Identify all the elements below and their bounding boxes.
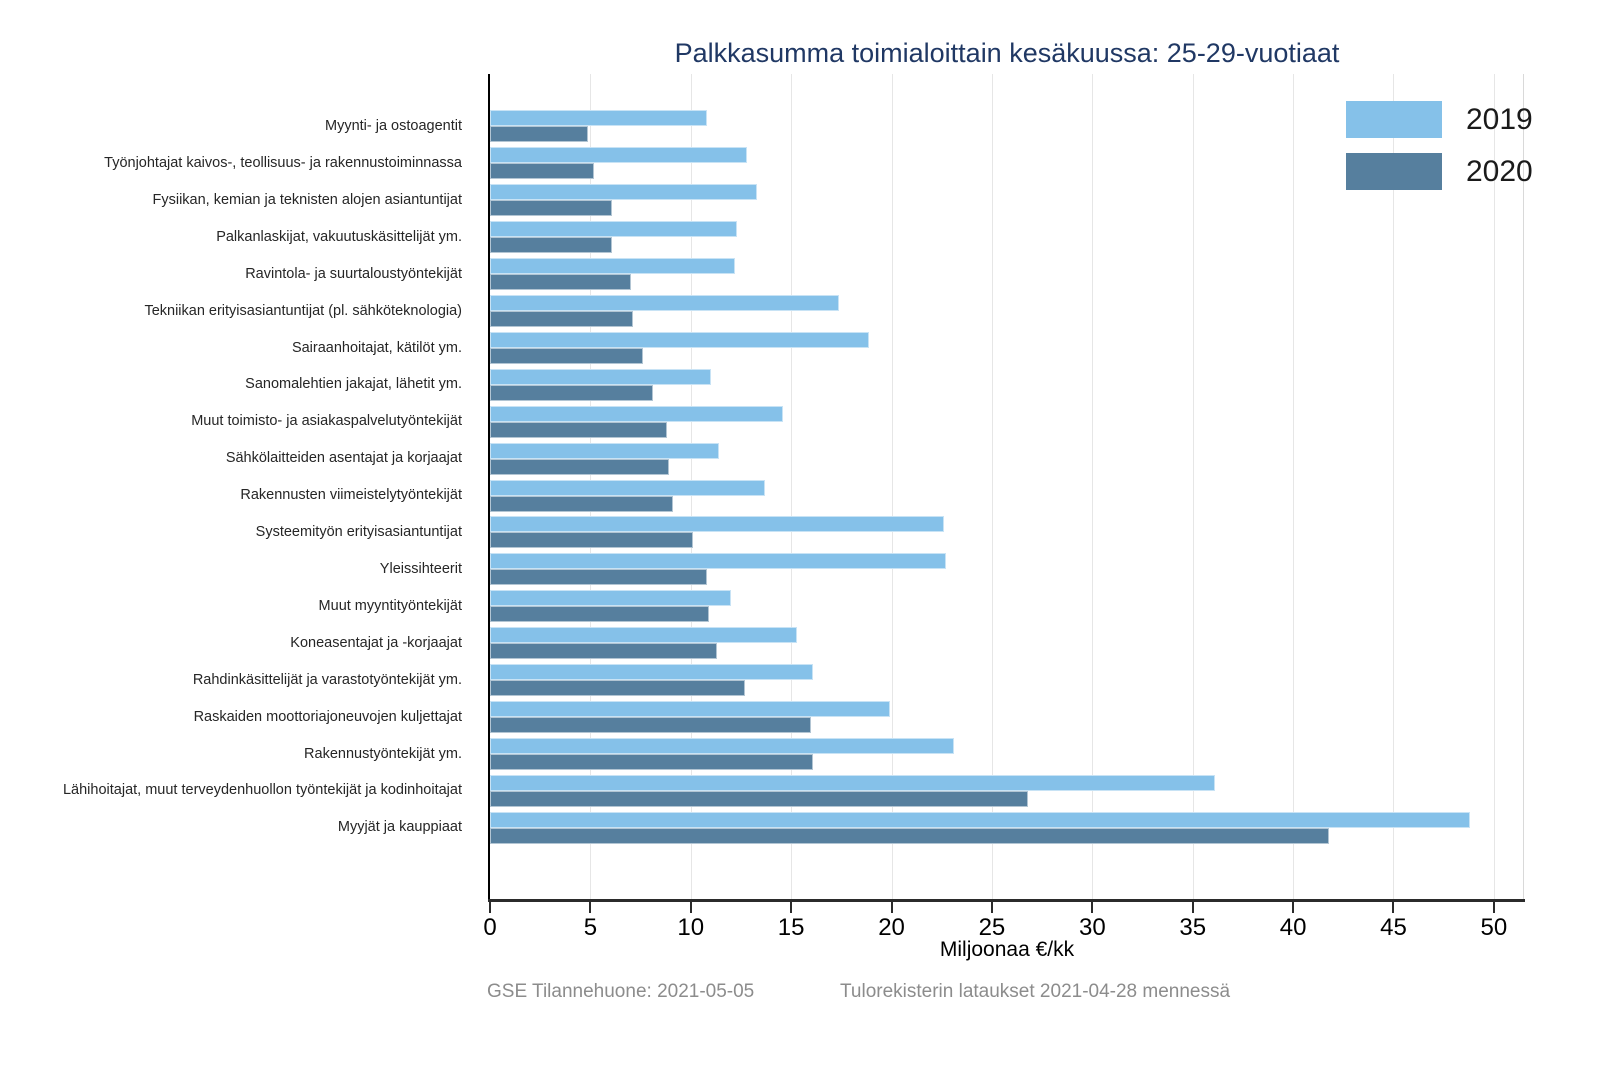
category-label: Palkanlaskijat, vakuutuskäsittelijät ym. <box>216 228 462 245</box>
bar-2019 <box>490 221 737 237</box>
bar-group <box>490 775 1524 807</box>
tick-mark-30 <box>1091 902 1093 913</box>
category-row <box>0 772 1524 809</box>
category-label: Yleissihteerit <box>379 560 462 577</box>
category-row <box>0 514 1524 551</box>
bar-2020 <box>490 754 813 770</box>
bar-group <box>490 553 1524 585</box>
footer-update-note: Tulorekisterin lataukset 2021-04-28 mennessä <box>840 981 1231 1002</box>
bar-group <box>490 406 1524 438</box>
bar-2020 <box>490 422 667 438</box>
bar-2019 <box>490 110 707 126</box>
category-row <box>0 477 1524 514</box>
category-row <box>0 662 1524 699</box>
bar-2019 <box>490 480 765 496</box>
chart-title: Palkkasumma toimialoittain kesäkuussa: 25-29-vuotiaat <box>674 38 1340 68</box>
bar-2019 <box>490 184 757 200</box>
tick-mark-15 <box>790 902 792 913</box>
category-label: Rakennusten viimeistelytyöntekijät <box>240 487 462 504</box>
tick-mark-10 <box>690 902 692 913</box>
bar-2019 <box>490 627 797 643</box>
bar-2019 <box>490 664 813 680</box>
bar-2019 <box>490 775 1215 791</box>
category-label: Työnjohtajat kaivos-, teollisuus- ja rakennustoiminnassa <box>104 155 462 172</box>
category-row <box>0 329 1524 366</box>
tick-label-30: 30 <box>1078 914 1106 941</box>
footer-source-note: GSE Tilannehuone: 2021-05-05 <box>487 981 755 1002</box>
category-row <box>0 403 1524 440</box>
bar-2019 <box>490 701 890 717</box>
bar-2020 <box>490 459 669 475</box>
tick-label-35: 35 <box>1179 914 1207 941</box>
category-label: Sanomalehtien jakajat, lähetit ym. <box>245 376 462 393</box>
bar-group <box>490 480 1524 512</box>
category-row <box>0 699 1524 736</box>
category-rows <box>0 74 1524 900</box>
category-label: Myyjät ja kauppiaat <box>337 819 462 836</box>
bar-2020 <box>490 791 1028 807</box>
tick-label-50: 50 <box>1480 914 1508 941</box>
tick-label-0: 0 <box>483 914 497 941</box>
category-row <box>0 735 1524 772</box>
legend-item-2019 <box>1346 101 1533 138</box>
bar-2020 <box>490 828 1329 844</box>
tick-mark-0 <box>489 902 491 913</box>
bar-2020 <box>490 126 588 142</box>
category-label: Myynti- ja ostoagentit <box>324 118 462 135</box>
tick-mark-35 <box>1192 902 1194 913</box>
category-row <box>0 108 1524 145</box>
bar-2019 <box>490 516 944 532</box>
category-label: Rahdinkäsittelijät ja varastotyöntekijät ym. <box>192 671 462 688</box>
bar-2020 <box>490 311 633 327</box>
bar-2019 <box>490 406 783 422</box>
category-label: Sairaanhoitajat, kätilöt ym. <box>291 339 462 356</box>
category-row <box>0 625 1524 662</box>
bar-2020 <box>490 569 707 585</box>
tick-label-45: 45 <box>1380 914 1407 941</box>
category-row <box>0 440 1524 477</box>
bar-2019 <box>490 443 719 459</box>
category-label: Raskaiden moottoriajoneuvojen kuljettajat <box>193 708 462 725</box>
category-label: Systeemityön erityisasiantuntijat <box>255 524 462 541</box>
legend-label-2019: 2019 <box>1466 102 1533 136</box>
category-row <box>0 256 1524 293</box>
bar-2019 <box>490 332 869 348</box>
bar-2019 <box>490 258 735 274</box>
bar-2019 <box>490 147 747 163</box>
tick-label-40: 40 <box>1279 914 1307 941</box>
tick-mark-40 <box>1292 902 1294 913</box>
bar-2019 <box>490 369 711 385</box>
bar-2020 <box>490 348 643 364</box>
category-row <box>0 293 1524 330</box>
bar-group <box>490 443 1524 475</box>
tick-mark-5 <box>589 902 591 913</box>
tick-mark-20 <box>891 902 893 913</box>
category-row <box>0 588 1524 625</box>
bar-2019 <box>490 812 1470 828</box>
bar-group <box>490 332 1524 364</box>
bar-group <box>490 590 1524 622</box>
category-row <box>0 551 1524 588</box>
tick-label-10: 10 <box>677 914 705 941</box>
tick-mark-25 <box>991 902 993 913</box>
bar-2020 <box>490 237 612 253</box>
category-label: Muut toimisto- ja asiakaspalvelutyöntekijät <box>191 413 462 430</box>
bar-group <box>490 516 1524 548</box>
category-label: Muut myyntityöntekijät <box>318 597 462 614</box>
category-label: Lähihoitajat, muut terveydenhuollon työntekijät ja kodinhoitajat <box>62 782 462 799</box>
bar-2019 <box>490 738 954 754</box>
bar-2020 <box>490 643 717 659</box>
bar-group <box>490 369 1524 401</box>
bar-2020 <box>490 385 653 401</box>
bar-2020 <box>490 532 693 548</box>
bar-group <box>490 738 1524 770</box>
category-row <box>0 145 1524 182</box>
bar-group <box>490 295 1524 327</box>
bar-2020 <box>490 200 612 216</box>
category-row <box>0 809 1524 846</box>
tick-label-15: 15 <box>777 914 805 941</box>
tick-mark-45 <box>1392 902 1394 913</box>
legend-label-2020: 2020 <box>1466 154 1533 188</box>
bar-group <box>490 258 1524 290</box>
bar-2020 <box>490 163 594 179</box>
tick-label-25: 25 <box>978 914 1006 941</box>
category-label: Fysiikan, kemian ja teknisten alojen asiantuntijat <box>152 191 462 208</box>
legend-swatch-2019-icon <box>1346 101 1442 138</box>
category-label: Rakennustyöntekijät ym. <box>304 745 462 762</box>
bar-2019 <box>490 553 946 569</box>
bar-2020 <box>490 717 811 733</box>
bar-group <box>490 812 1524 844</box>
bar-group <box>490 221 1524 253</box>
x-axis-title: Miljoonaa €/kk <box>939 938 1075 961</box>
category-row <box>0 182 1524 219</box>
category-row <box>0 366 1524 403</box>
bar-2020 <box>490 274 631 290</box>
bar-2019 <box>490 590 731 606</box>
legend-swatch-2020-icon <box>1346 153 1442 190</box>
category-label: Sähkölaitteiden asentajat ja korjaajat <box>225 450 462 467</box>
bar-group <box>490 664 1524 696</box>
tick-label-20: 20 <box>878 914 905 941</box>
category-row <box>0 219 1524 256</box>
legend-item-2020 <box>1346 153 1533 190</box>
x-axis-line <box>488 899 1525 902</box>
bar-2020 <box>490 680 745 696</box>
category-label: Ravintola- ja suurtaloustyöntekijät <box>245 265 462 282</box>
bar-2020 <box>490 606 709 622</box>
tick-label-5: 5 <box>583 914 598 941</box>
bar-2020 <box>490 496 673 512</box>
legend <box>1346 101 1533 190</box>
category-label: Koneasentajat ja -korjaajat <box>290 634 462 651</box>
bar-2019 <box>490 295 839 311</box>
category-label: Tekniikan erityisasiantuntijat (pl. sähköteknologia) <box>144 302 462 319</box>
tick-mark-50 <box>1493 902 1495 913</box>
bar-group <box>490 701 1524 733</box>
bar-group <box>490 627 1524 659</box>
